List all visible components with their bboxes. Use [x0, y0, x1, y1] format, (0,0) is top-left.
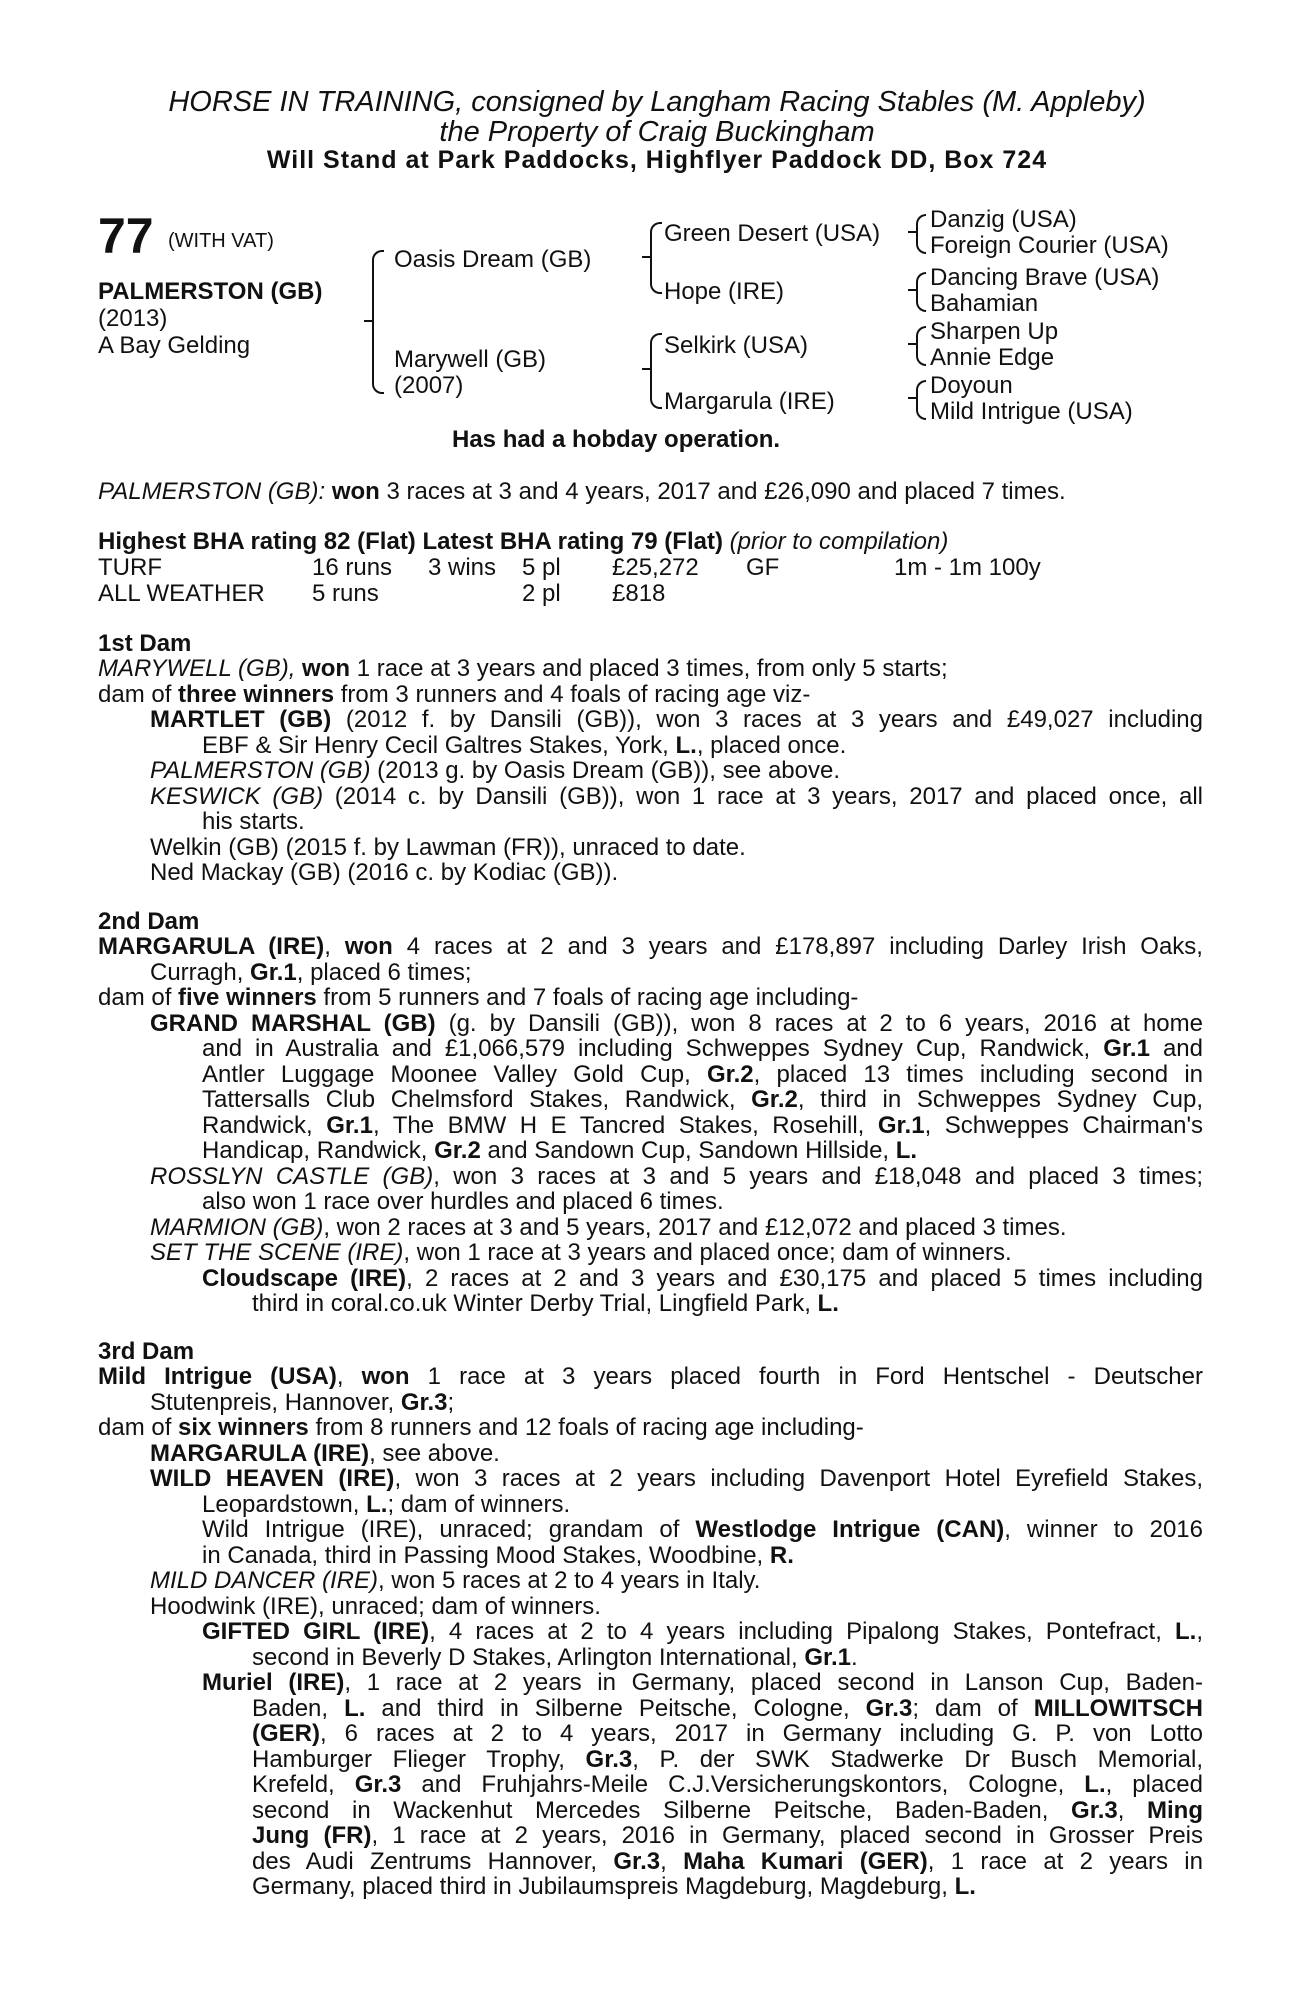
- pedigree-brace: [916, 214, 926, 254]
- text-run: MARGARULA (IRE): [150, 1439, 370, 1467]
- text-run: Stutenpreis, Hannover,: [150, 1388, 401, 1416]
- text-run: dam of: [98, 680, 179, 708]
- text-run: third in coral.co.uk Winter Derby Trial, Lingfield Park,: [252, 1290, 818, 1317]
- text-run: , 4 races at 2 to 4 years including Pipalong Stakes, Pontefract,: [429, 1618, 1175, 1645]
- text-run: Curragh,: [150, 958, 251, 986]
- pedigree-brace: [372, 250, 384, 394]
- text-run: , 1 race at 2 years, 2016 in Germany, placed second in Grosser Preis: [371, 1822, 1203, 1849]
- pedigree-brace: [916, 326, 926, 366]
- table-cell: 2 pl: [522, 580, 561, 607]
- second-dam-heading: 2nd Dam: [98, 908, 200, 935]
- text-run: , placed 13 times including second in: [753, 1060, 1203, 1088]
- second-dam-section: [98, 934, 1203, 1317]
- text-run: SET THE SCENE (IRE): [150, 1239, 404, 1266]
- text-run: ;: [447, 1388, 455, 1416]
- text-line: [98, 1772, 1203, 1798]
- text-line: [98, 1215, 1203, 1241]
- table-cell: £818: [612, 580, 666, 607]
- table-cell: 5 pl: [522, 554, 561, 581]
- text-line: [98, 1543, 1203, 1569]
- text-run: PALMERSTON (GB): [150, 757, 371, 784]
- text-run: , won 2 races at 3 and 5 years, 2017 and £12,072 and placed 3 times.: [323, 1213, 1067, 1241]
- text-line: [98, 682, 1203, 708]
- text-run: des Audi Zentrums Hannover,: [252, 1847, 614, 1875]
- pedigree-g3-name: Doyoun: [930, 372, 1013, 399]
- text-line: [98, 1798, 1203, 1824]
- text-run: L.: [344, 1694, 366, 1722]
- text-run: 1 race at 3 years and placed 3 times, from only 5 starts;: [350, 655, 948, 682]
- text-run: ,: [660, 1847, 684, 1875]
- text-run: Gr.2: [706, 1060, 754, 1088]
- text-run: Gr.3: [613, 1847, 661, 1875]
- dam-dam-name: Margarula (IRE): [664, 388, 835, 415]
- text-run: L.: [817, 1290, 839, 1317]
- text-line: [98, 1747, 1203, 1773]
- consignor-line: HORSE IN TRAINING, consigned by Langham Racing Stables (M. Appleby): [168, 86, 1146, 118]
- dam-sire-name: Selkirk (USA): [664, 332, 809, 359]
- text-run: , won 3 races at 2 years including Davenport Hotel Eyrefield Stakes,: [394, 1465, 1203, 1492]
- pedigree-g3-name: Foreign Courier (USA): [930, 232, 1169, 259]
- text-run: R.: [769, 1541, 794, 1569]
- text-run: (2014 c. by Dansili (GB)), won 1 race at 3 years, 2017 and placed once, all: [323, 782, 1204, 810]
- text-run: and third in Silberne Peitsche, Cologne,: [365, 1694, 866, 1722]
- text-line: [98, 1441, 1203, 1467]
- text-run: ROSSLYN CASTLE (GB): [150, 1162, 434, 1190]
- text-run: three winners: [178, 680, 335, 708]
- text-line: [98, 960, 1203, 986]
- text-run: (g. by Dansili (GB)), won 8 races at 2 to 6 years, 2016 at home: [435, 1009, 1203, 1037]
- pedigree-g3-name: Sharpen Up: [930, 318, 1059, 345]
- text-line: [98, 1062, 1203, 1088]
- text-run: won: [361, 1363, 410, 1390]
- text-line: [98, 1011, 1203, 1037]
- text-line: [98, 1240, 1203, 1266]
- text-run: and: [1149, 1035, 1203, 1062]
- text-line: Ned Mackay (GB) (2016 c. by Kodiac (GB)).: [150, 859, 619, 886]
- text-run: , placed 6 times;: [296, 958, 472, 986]
- text-run: Westlodge Intrigue (CAN): [695, 1516, 1005, 1543]
- text-run: MARYWELL (GB),: [98, 655, 303, 682]
- table-cell: 3 wins: [428, 554, 497, 581]
- text-run: second in Beverly D Stakes, Arlington International,: [252, 1643, 805, 1671]
- third-dam-section: [98, 1364, 1203, 1900]
- text-run: dam of: [98, 1414, 179, 1441]
- pedigree-brace: [650, 222, 662, 294]
- text-run: GIFTED GIRL (IRE): [202, 1618, 430, 1645]
- text-run: Cloudscape (IRE): [202, 1264, 407, 1292]
- text-run: won: [302, 655, 351, 682]
- text-run: Gr.3: [865, 1694, 913, 1722]
- text-run: , 6 races at 2 to 4 years, 2017 in Germany including G. P. von Lotto: [320, 1720, 1203, 1747]
- race-summary: PALMERSTON (GB): won 3 races at 3 and 4 years, 2017 and £26,090 and placed 7 times.: [98, 478, 1066, 505]
- horse-description: A Bay Gelding: [98, 332, 251, 359]
- text-run: (2012 f. by Dansili (GB)), won 3 races at 3 years and £49,027 including: [331, 706, 1203, 733]
- text-run: Gr.3: [585, 1745, 633, 1773]
- text-run: Gr.1: [1103, 1035, 1150, 1062]
- text-run: Hamburger Flieger Trophy,: [252, 1745, 586, 1773]
- text-run: Gr.3: [354, 1771, 402, 1798]
- text-run: L.: [895, 1137, 918, 1164]
- text-line: [98, 1874, 1203, 1900]
- text-run: , won 1 race at 3 years and placed once; dam of winners.: [403, 1239, 1012, 1266]
- text-line: Hoodwink (IRE), unraced; dam of winners.: [150, 1592, 601, 1620]
- text-run: , third in Schweppes Sydney Cup,: [797, 1086, 1203, 1113]
- text-run: Ming: [1147, 1796, 1203, 1824]
- text-line: also won 1 race over hurdles and placed 6 times.: [202, 1188, 724, 1215]
- dam-year: (2007): [394, 372, 464, 399]
- text-run: six winners: [178, 1414, 309, 1441]
- sire-dam-name: Hope (IRE): [664, 278, 785, 305]
- text-run: GRAND MARSHAL (GB): [150, 1009, 436, 1037]
- text-line: [98, 1696, 1203, 1722]
- table-cell: GF: [746, 554, 780, 581]
- table-cell: TURF: [98, 554, 162, 581]
- text-run: and Sandown Cup, Sandown Hillside,: [480, 1137, 896, 1164]
- pedigree-brace: [916, 272, 926, 312]
- text-line: [98, 1517, 1203, 1543]
- text-run: .: [851, 1643, 858, 1671]
- text-run: , won 3 races at 3 and 5 years and £18,048 and placed 3 times;: [433, 1162, 1203, 1190]
- text-run: from 3 runners and 4 foals of racing age viz-: [334, 680, 811, 708]
- text-line: [98, 1619, 1203, 1645]
- pedigree-brace: [916, 380, 926, 420]
- text-line: [98, 1823, 1203, 1849]
- pedigree-g3-name: Mild Intrigue (USA): [930, 398, 1133, 425]
- text-run: EBF & Sir Henry Cecil Galtres Stakes, York,: [202, 731, 676, 759]
- text-line: [98, 1492, 1203, 1518]
- text-line: Welkin (GB) (2015 f. by Lawman (FR)), unraced to date.: [150, 833, 746, 861]
- text-run: Gr.3: [1071, 1796, 1118, 1824]
- text-run: ,: [324, 933, 345, 960]
- text-run: , winner to 2016: [1004, 1516, 1204, 1543]
- text-run: Gr.2: [434, 1137, 481, 1164]
- text-run: Wild Intrigue (IRE), unraced; grandam of: [202, 1516, 696, 1543]
- text-run: Mild Intrigue (USA): [98, 1363, 337, 1390]
- vat-note: (WITH VAT): [168, 230, 274, 252]
- text-run: 1 race at 3 years placed fourth in Ford Hentschel - Deutscher: [409, 1363, 1203, 1390]
- text-line: [98, 1466, 1203, 1492]
- sire-sire-name: Green Desert (USA): [664, 220, 881, 247]
- lot-number: 77: [98, 208, 154, 264]
- text-run: and Fruhjahrs-Meile C.J.Versicherungskontors, Cologne,: [401, 1771, 1085, 1798]
- text-line: [98, 1721, 1203, 1747]
- pedigree-g3-name: Dancing Brave (USA): [930, 264, 1160, 291]
- text-run: won: [344, 933, 393, 960]
- text-line: [98, 1291, 1203, 1317]
- foaling-year: (2013): [98, 305, 168, 332]
- text-run: Tattersalls Club Chelmsford Stakes, Randwick,: [202, 1086, 752, 1113]
- text-run: Germany, placed third in Jubilaumspreis Magdeburg, Magdeburg,: [252, 1873, 955, 1900]
- table-cell: 5 runs: [312, 580, 379, 607]
- text-run: 4 races at 2 and 3 years and £178,897 including Darley Irish Oaks,: [392, 933, 1203, 960]
- text-line: [98, 758, 1203, 784]
- text-run: Baden,: [252, 1694, 345, 1722]
- text-run: , Schweppes Chairman's: [924, 1111, 1204, 1139]
- text-run: Jung (FR): [252, 1822, 372, 1849]
- text-line: [98, 1849, 1203, 1875]
- text-run: ,: [1117, 1796, 1147, 1824]
- text-run: from 8 runners and 12 foals of racing age including-: [308, 1414, 864, 1441]
- text-run: , 1 race at 2 years in: [927, 1847, 1203, 1875]
- text-line: [98, 1164, 1203, 1190]
- table-cell: £25,272: [612, 554, 699, 581]
- text-run: MARTLET (GB): [150, 706, 332, 733]
- text-line: [98, 707, 1203, 733]
- text-run: five winners: [178, 984, 317, 1011]
- text-run: L.: [675, 731, 697, 759]
- pedigree-g3-name: Danzig (USA): [930, 206, 1077, 233]
- text-run: , see above.: [369, 1439, 500, 1467]
- text-run: , P. der SWK Stadwerke Dr Busch Memorial,: [632, 1745, 1203, 1773]
- text-run: Gr.3: [400, 1388, 448, 1416]
- text-run: MARMION (GB): [150, 1213, 324, 1241]
- text-run: , 1 race at 2 years in Germany, placed second in Lanson Cup, Baden-: [344, 1669, 1203, 1696]
- pedigree-g3-name: Annie Edge: [930, 344, 1055, 371]
- text-run: second in Wackenhut Mercedes Silberne Peitsche, Baden-Baden,: [252, 1796, 1072, 1824]
- text-line: [98, 1036, 1203, 1062]
- pedigree-brace: [650, 333, 662, 409]
- text-run: Muriel (IRE): [202, 1669, 345, 1696]
- table-cell: 1m - 1m 100y: [894, 554, 1041, 581]
- text-run: , The BMW H E Tancred Stakes, Rosehill,: [372, 1111, 878, 1139]
- text-line: [98, 1266, 1203, 1292]
- text-run: L.: [954, 1873, 976, 1900]
- text-line: [98, 1415, 1203, 1441]
- text-run: MILD DANCER (IRE): [150, 1567, 379, 1594]
- text-run: MILLOWITSCH: [1033, 1694, 1203, 1722]
- text-run: (2013 g. by Oasis Dream (GB)), see above.: [370, 757, 841, 784]
- text-run: Antler Luggage Moonee Valley Gold Cup,: [202, 1060, 707, 1088]
- text-run: Gr.1: [804, 1643, 852, 1671]
- text-run: Gr.1: [877, 1111, 925, 1139]
- text-run: , 2 races at 2 and 3 years and £30,175 and placed 5 times including: [406, 1264, 1203, 1292]
- text-run: in Canada, third in Passing Mood Stakes, Woodbine,: [202, 1541, 770, 1569]
- table-cell: 16 runs: [312, 554, 393, 581]
- text-run: from 5 runners and 7 foals of racing age including-: [316, 984, 859, 1011]
- horse-name: PALMERSTON (GB): [98, 278, 323, 305]
- text-run: Gr.1: [250, 958, 297, 986]
- text-run: Gr.1: [326, 1111, 373, 1139]
- text-run: , won 5 races at 2 to 4 years in Italy.: [378, 1567, 761, 1594]
- text-run: Randwick,: [202, 1111, 327, 1139]
- dam-name: Marywell (GB): [394, 346, 547, 373]
- bha-rating: Highest BHA rating 82 (Flat) Latest BHA rating 79 (Flat) (prior to compilation): [98, 528, 949, 555]
- third-dam-heading: 3rd Dam: [98, 1338, 195, 1365]
- text-line: [98, 733, 1203, 759]
- text-run: Gr.2: [751, 1086, 798, 1113]
- text-run: L.: [1175, 1618, 1197, 1645]
- text-run: Krefeld,: [252, 1771, 355, 1798]
- text-line: his starts.: [202, 808, 305, 835]
- text-line: [98, 1138, 1203, 1164]
- text-run: dam of: [98, 984, 179, 1011]
- text-run: ,: [336, 1363, 362, 1390]
- text-run: ; dam of winners.: [387, 1490, 571, 1518]
- text-run: MARGARULA (IRE): [98, 933, 325, 960]
- text-run: L.: [366, 1490, 388, 1518]
- text-line: [98, 1670, 1203, 1696]
- first-dam-heading: 1st Dam: [98, 630, 192, 657]
- text-run: ,: [1196, 1618, 1203, 1645]
- text-run: and in Australia and £1,066,579 including Schweppes Sydney Cup, Randwick,: [202, 1035, 1104, 1062]
- text-line: [98, 656, 1203, 682]
- hobday-note: Has had a hobday operation.: [452, 426, 781, 453]
- text-run: , placed: [1105, 1771, 1203, 1798]
- text-run: L.: [1084, 1771, 1106, 1798]
- first-dam-section: [98, 656, 1203, 886]
- text-run: WILD HEAVEN (IRE): [150, 1465, 395, 1492]
- text-line: [98, 1087, 1203, 1113]
- stable-location-line: Will Stand at Park Paddocks, Highflyer Paddock DD, Box 724: [266, 146, 1048, 174]
- text-run: (GER): [252, 1720, 320, 1747]
- text-run: Handicap, Randwick,: [202, 1137, 435, 1164]
- text-run: ; dam of: [912, 1694, 1034, 1722]
- sire-name: Oasis Dream (GB): [394, 246, 592, 273]
- text-line: [98, 985, 1203, 1011]
- text-line: [98, 934, 1203, 960]
- text-line: [98, 1364, 1203, 1390]
- text-line: [98, 784, 1203, 810]
- text-line: [98, 1113, 1203, 1139]
- text-run: Maha Kumari (GER): [683, 1847, 928, 1875]
- text-line: [98, 1568, 1203, 1594]
- text-run: KESWICK (GB): [150, 782, 324, 810]
- table-cell: ALL WEATHER: [98, 580, 265, 607]
- owner-line: the Property of Craig Buckingham: [439, 116, 875, 148]
- text-line: [98, 1390, 1203, 1416]
- pedigree-g3-name: Bahamian: [930, 290, 1039, 317]
- text-line: [98, 1645, 1203, 1671]
- text-run: , placed once.: [696, 731, 847, 759]
- text-run: Leopardstown,: [202, 1490, 367, 1518]
